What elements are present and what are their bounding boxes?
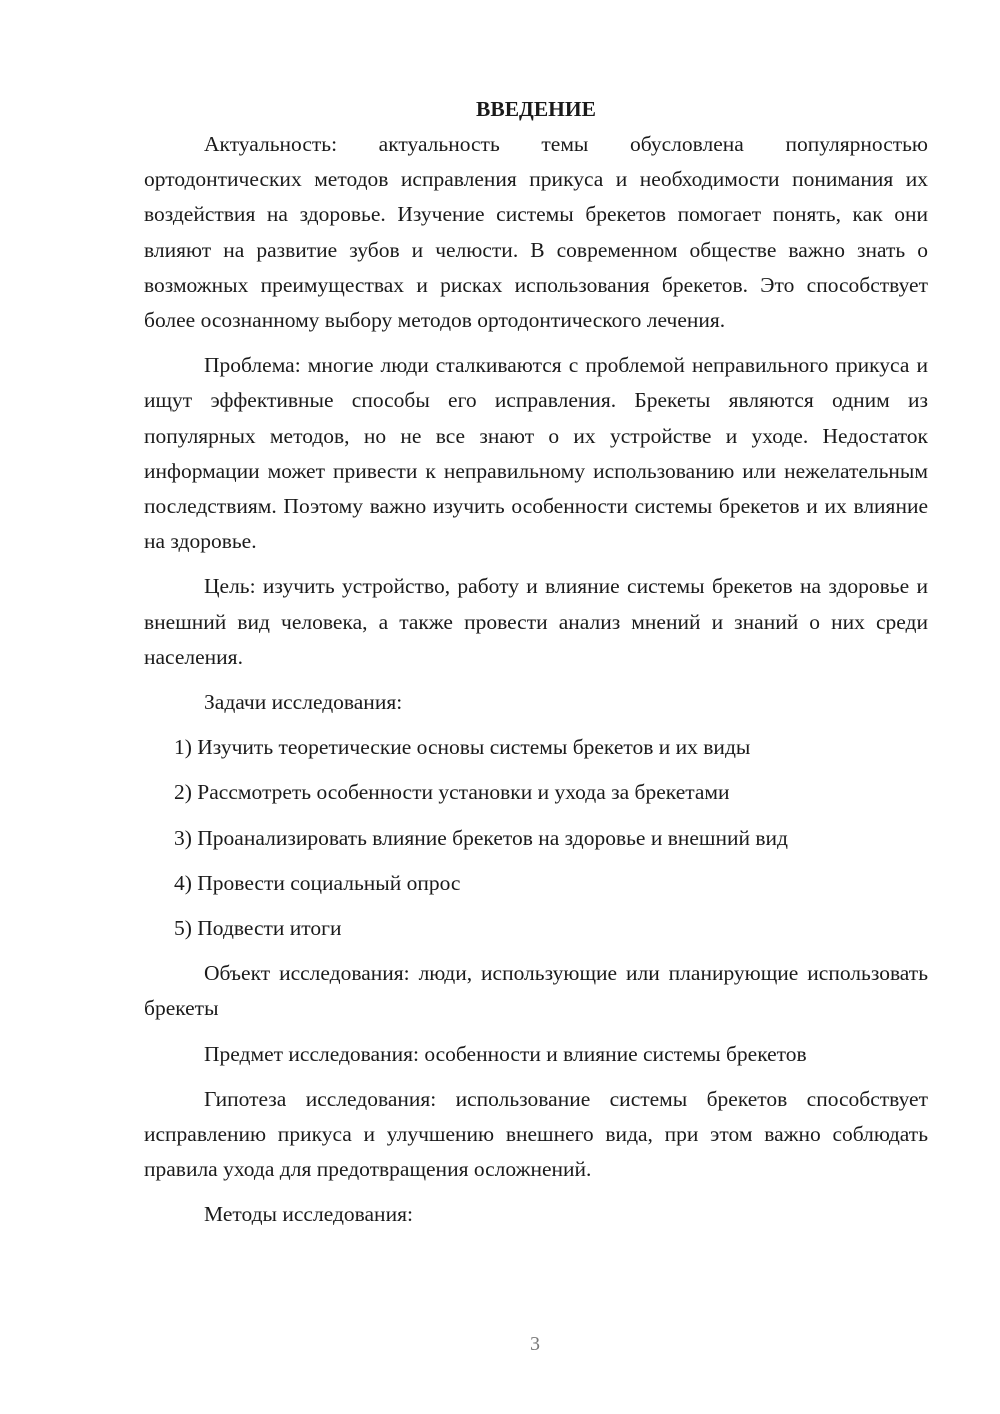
page-number: 3 (530, 1333, 540, 1355)
paragraph-problem: Проблема: многие люди сталкиваются с проблемой неправильного прикуса и ищут эффективные способы его исправления. Брекеты являются одним из популярных методов, но не все знают о их устройстве и уходе. Недостаток информации может привести к неправильному использованию или нежелательным последствиям. Поэтому важно изучить особенности системы брекетов и их влияние на здоровье. (144, 353, 928, 554)
paragraph-goal: Цель: изучить устройство, работу и влияние системы брекетов на здоровье и внешний вид человека, а также провести анализ мнений и знаний о них среди населения. (144, 574, 928, 669)
paragraph-object: Объект исследования: люди, использующие или планирующие использовать брекеты (144, 961, 928, 1021)
paragraph-subject: Предмет исследования: особенности и влияние системы брекетов (204, 1041, 807, 1066)
section-title: ВВЕДЕНИЕ (476, 97, 596, 121)
task-item: 1) Изучить теоретические основы системы брекетов и их виды (174, 735, 751, 760)
methods-heading: Методы исследования: (204, 1202, 413, 1227)
paragraph-relevance: Актуальность: актуальность темы обусловлена популярностью ортодонтических методов исправления прикуса и необходимости понимания их воздействия на здоровье. Изучение системы брекетов помогает понять, как они влияют на развитие зубов и челюсти. В современном обществе важно знать о возможных преимуществах и рисках использования брекетов. Это способствует более осознанному выбору методов ортодонтического лечения. (144, 132, 928, 333)
document-page (144, 92, 928, 1243)
paragraph-hypothesis: Гипотеза исследования: использование системы брекетов способствует исправлению прикуса и улучшению внешнего вида, при этом важно соблюдать правила ухода для предотвращения осложнений. (144, 1086, 928, 1182)
task-item: 5) Подвести итоги (174, 916, 342, 941)
tasks-list (144, 730, 928, 946)
task-item: 2) Рассмотреть особенности установки и ухода за брекетами (174, 780, 730, 805)
tasks-heading: Задачи исследования: (204, 690, 403, 715)
task-item: 4) Провести социальный опрос (174, 870, 461, 895)
task-item: 3) Проанализировать влияние брекетов на здоровье и внешний вид (174, 825, 788, 850)
